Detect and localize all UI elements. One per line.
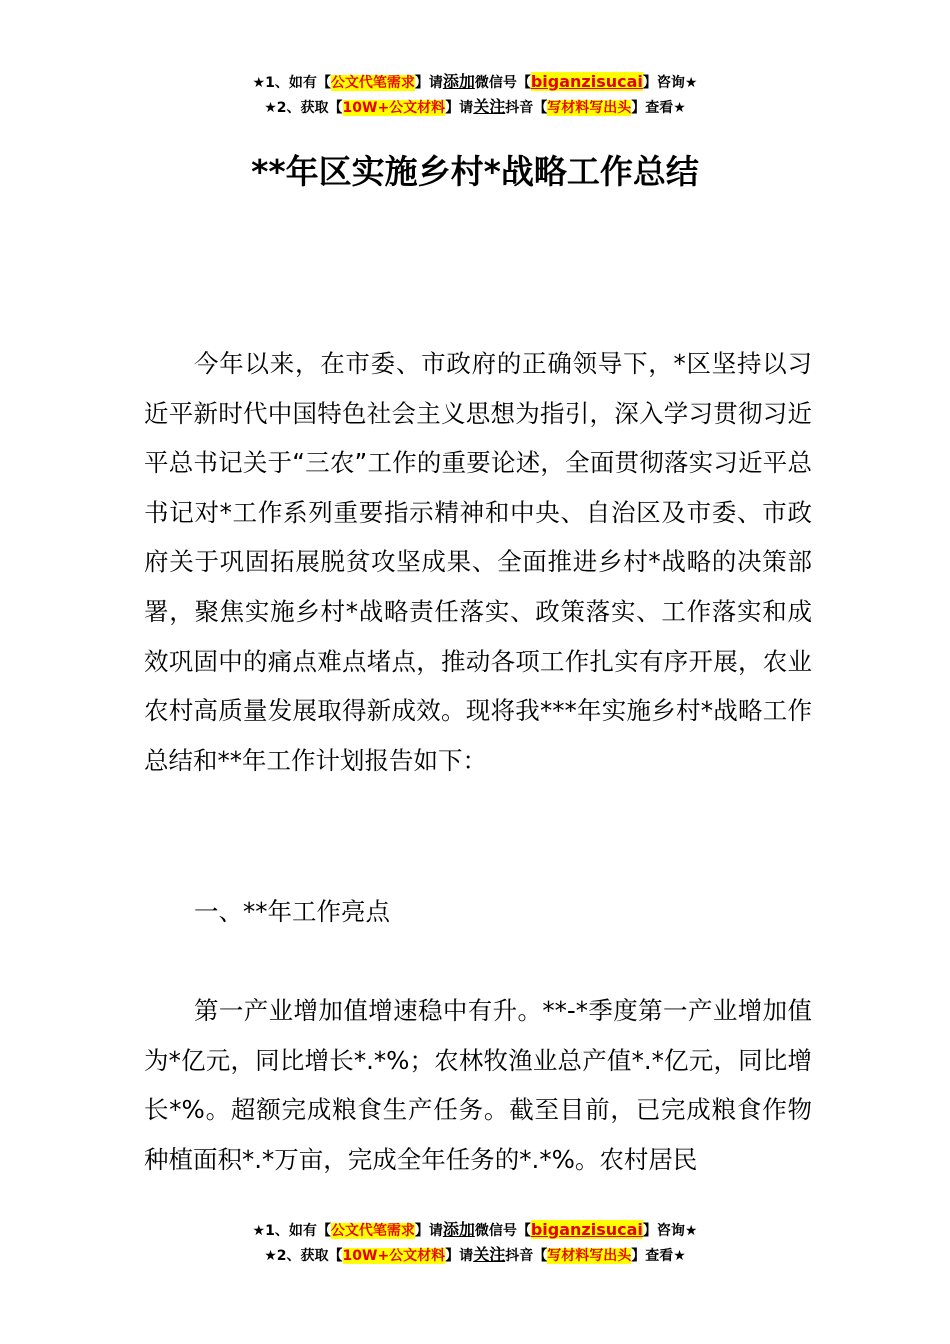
promo-highlight: 公文代笔需求 [330, 75, 415, 91]
promo-text: 】咨询★ [642, 75, 698, 91]
promo-text: ★2、获取【 [264, 1248, 343, 1264]
promo-emphasis: 关注 [473, 1245, 506, 1264]
promo-highlight: 公文代笔需求 [330, 1223, 415, 1239]
promo-text: 抖音【 [505, 1248, 548, 1264]
wechat-id-link[interactable]: biganzisucai [530, 72, 643, 91]
promo-text: 微信号【 [474, 75, 531, 91]
promo-text: ★2、获取【 [264, 100, 343, 116]
promo-text: 】请 [445, 1248, 474, 1264]
promo-emphasis: 添加 [442, 1220, 475, 1239]
promo-emphasis: 关注 [473, 97, 506, 116]
douyin-account-highlight: 写材料写出头 [547, 1248, 632, 1264]
section-1-heading: 一、**年工作亮点 [194, 897, 390, 926]
promo-line-1 [0, 1218, 950, 1243]
promo-highlight: 10W+公文材料 [342, 100, 446, 116]
intro-paragraph: 今年以来，在市委、市政府的正确领导下，*区坚持以习近平新时代中国特色社会主义思想为指引，深入学习贯彻习近平总书记关于“三农”工作的重要论述，全面贯彻落实习近平总书记对*工作系列重要指示精神和中央、自治区及市委、市政府关于巩固拓展脱贫攻坚成果、全面推进乡村*战略的决策部署，聚焦实施乡村*战略责任落实、政策落实、工作落实和成效巩固中的痛点难点堵点，推动各项工作扎实有序开展，农业农村高质量发展取得新成效。现将我***年实施乡村*战略工作总结和**年工作计划报告如下： [144, 349, 812, 775]
promo-text: ★1、如有【 [252, 1223, 331, 1239]
promo-line-2 [0, 95, 950, 120]
promo-highlight: 10W+公文材料 [342, 1248, 446, 1264]
promo-text: 】查看★ [631, 1248, 686, 1264]
document-title: **年区实施乡村*战略工作总结 [251, 152, 699, 191]
promo-line-1 [0, 70, 950, 95]
promo-text: 】请 [445, 100, 474, 116]
promo-text: 】查看★ [631, 100, 686, 116]
promo-banner-bottom [0, 1218, 950, 1268]
promo-text: 抖音【 [505, 100, 548, 116]
promo-emphasis: 添加 [442, 72, 475, 91]
promo-text: 】咨询★ [642, 1223, 698, 1239]
promo-text: 】请 [414, 75, 443, 91]
section-1-paragraph: 第一产业增加值增速稳中有升。**-*季度第一产业增加值为*亿元，同比增长*.*%；农林牧渔业总产值*.*亿元，同比增长*%。超额完成粮食生产任务。截至目前，已完成粮食作物种植面积*.*万亩，完成全年任务的*.*%。农村居民 [144, 996, 812, 1174]
wechat-id-link[interactable]: biganzisucai [530, 1220, 643, 1239]
promo-line-2 [0, 1243, 950, 1268]
promo-text: ★1、如有【 [252, 75, 331, 91]
douyin-account-highlight: 写材料写出头 [547, 100, 632, 116]
promo-text: 微信号【 [474, 1223, 531, 1239]
promo-text: 】请 [414, 1223, 443, 1239]
promo-banner-top [0, 70, 950, 120]
